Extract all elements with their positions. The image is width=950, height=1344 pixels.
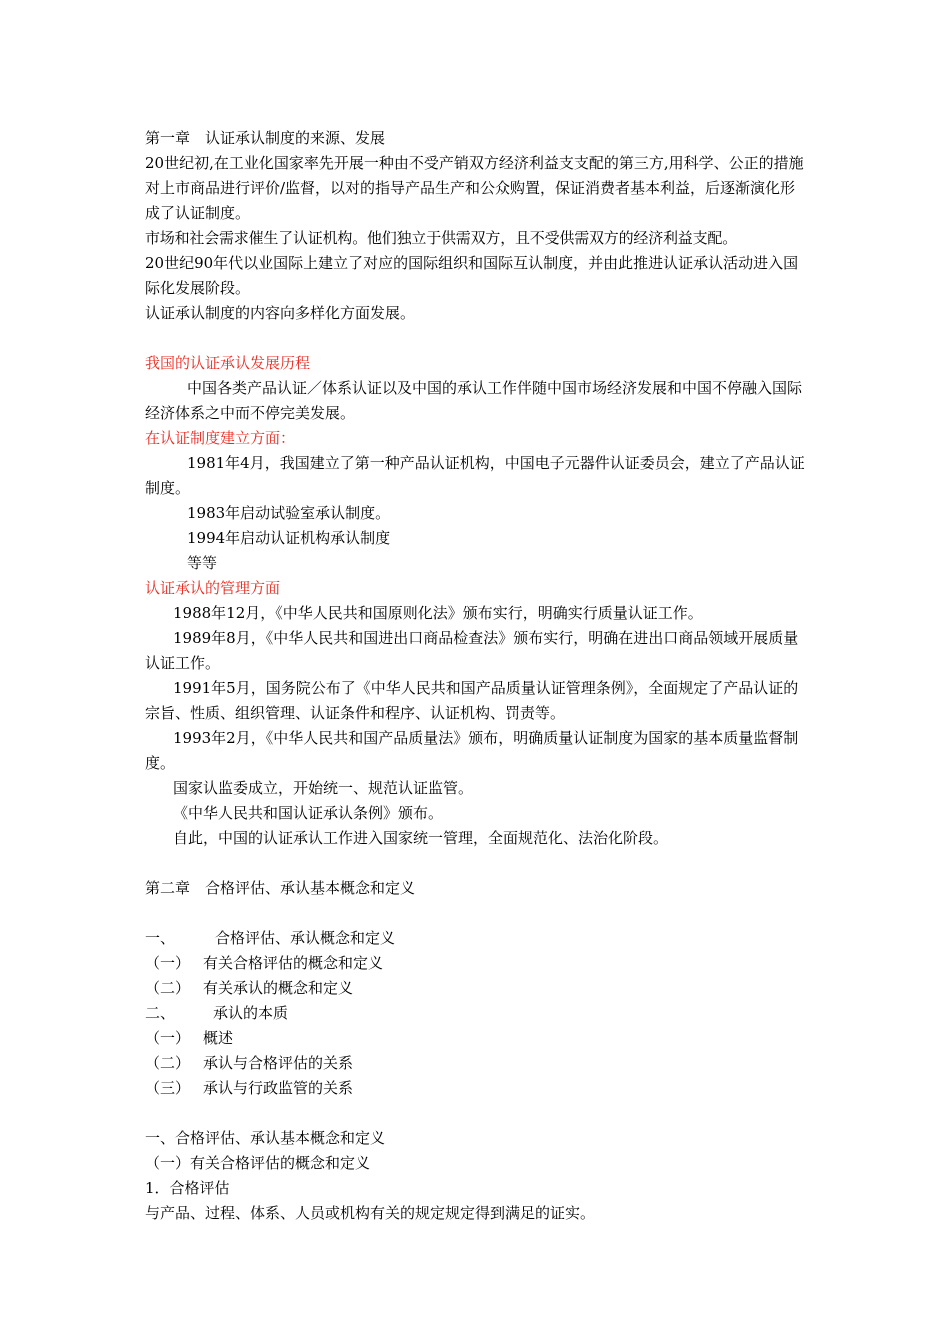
outline-text: 承认的本质 [213,1004,289,1022]
manage-item: 国家认监委成立，开始统一、规范认证监管。 [173,779,474,797]
manage-heading: 认证承认的管理方面 [145,579,281,597]
section-heading: 一、合格评估、承认基本概念和定义 [145,1129,386,1147]
establish-item: 等等 [187,554,218,572]
outline-text: 合格评估、承认概念和定义 [215,929,396,947]
outline-label: （三） [145,1079,191,1097]
establish-item: 1994年启动认证机构承认制度 [187,529,391,547]
outline-label: （二） [145,979,191,997]
outline-label: 二、 [145,1004,176,1022]
spacer [145,1101,810,1126]
outline-label: （一） [145,954,191,972]
item-text: 与产品、过程、体系、人员或机构有关的规定规定得到满足的证实。 [145,1204,596,1222]
outline-item [145,1076,810,1101]
manage-item: 自此，中国的认证承认工作进入国家统一管理，全面规范化、法治化阶段。 [173,829,669,847]
chapter1-paragraph: 认证承认制度的内容向多样化方面发展。 [145,304,416,322]
item-heading: 1．合格评估 [145,1179,230,1197]
outline-text: 承认与合格评估的关系 [203,1054,354,1072]
outline-text: 承认与行政监管的关系 [203,1079,354,1097]
history-intro: 中国各类产品认证／体系认证以及中国的承认工作伴随中国市场经济发展和中国不停融入国际经济体系之中而不停完美发展。 [145,379,803,422]
document-page [145,126,810,1226]
outline-item [145,1026,810,1051]
outline-item [145,1001,810,1026]
manage-item: 1989年8月，《中华人民共和国进出口商品检查法》颁布实行，明确在进出口商品领域开展质量认证工作。 [145,629,799,672]
manage-item: 1991年5月，国务院公布了《中华人民共和国产品质量认证管理条例》，全面规定了产品认证的宗旨、性质、组织管理、认证条件和程序、认证机构、罚责等。 [145,679,799,722]
history-heading: 我国的认证承认发展历程 [145,354,311,372]
outline-item [145,1051,810,1076]
chapter1-paragraph: 市场和社会需求催生了认证机构。他们独立于供需双方，且不受供需双方的经济利益支配。 [145,229,738,247]
manage-item: 1993年2月，《中华人民共和国产品质量法》颁布，明确质量认证制度为国家的基本质量监督制度。 [145,729,799,772]
manage-item: 《中华人民共和国认证承认条例》颁布。 [173,804,444,822]
outline-label: 一、 [145,929,176,947]
establish-item: 1981年4月，我国建立了第一种产品认证机构，中国电子元器件认证委员会，建立了产品认证制度。 [145,454,805,497]
outline-text: 有关承认的概念和定义 [203,979,354,997]
spacer [145,851,810,876]
chapter1-title: 第一章 认证承认制度的来源、发展 [145,129,386,147]
manage-item: 1988年12月，《中华人民共和国原则化法》颁布实行，明确实行质量认证工作。 [173,604,703,622]
establish-heading: 在认证制度建立方面： [145,429,296,447]
spacer [145,326,810,351]
establish-item: 1983年启动试验室承认制度。 [187,504,391,522]
chapter2-title: 第二章 合格评估、承认基本概念和定义 [145,879,416,897]
outline-text: 有关合格评估的概念和定义 [203,954,384,972]
subsection-heading: （一）有关合格评估的概念和定义 [145,1154,371,1172]
outline-item [145,926,810,951]
outline-item [145,976,810,1001]
spacer [145,901,810,926]
outline-label: （二） [145,1054,191,1072]
chapter1-paragraph: 20世纪初,在工业化国家率先开展一种由不受产销双方经济利益支支配的第三方,用科学、公正的措施对上市商品进行评价/监督，以对的指导产品生产和公众购置，保证消费者基本利益，后逐渐演化形成了认证制度。 [145,154,804,222]
outline-text: 概述 [203,1029,234,1047]
outline-item [145,951,810,976]
outline-label: （一） [145,1029,191,1047]
chapter1-paragraph: 20世纪90年代以业国际上建立了对应的国际组织和国际互认制度，并由此推进认证承认活动进入国际化发展阶段。 [145,254,799,297]
